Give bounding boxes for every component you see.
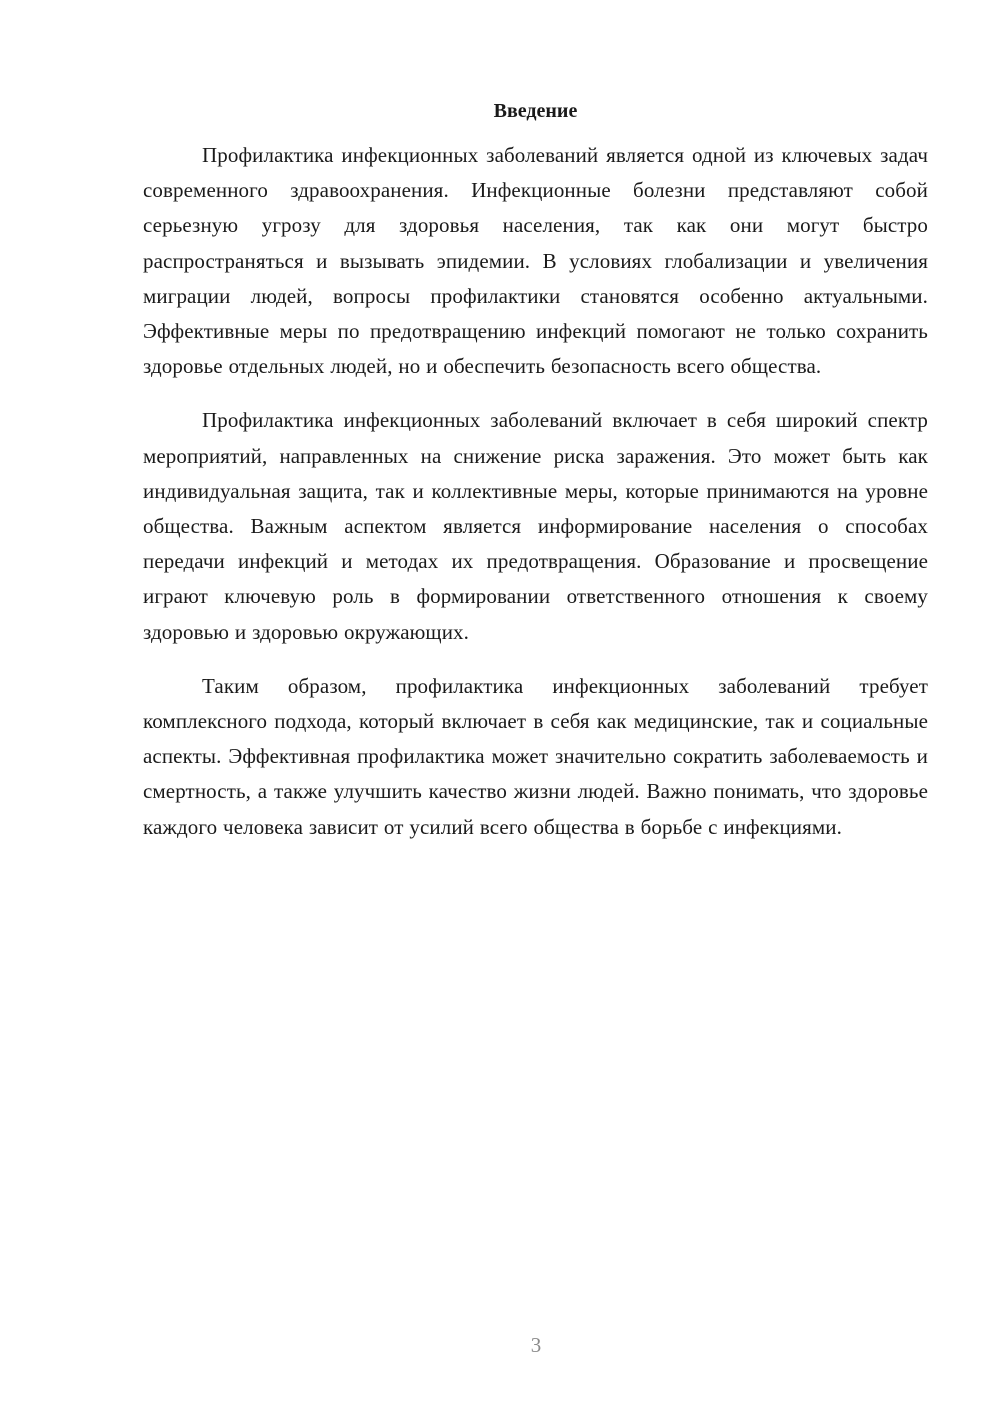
paragraph-3: Таким образом, профилактика инфекционных заболеваний требует комплексного подхода, который включает в себя как медицинские, так и социальные аспекты. Эффективная профилактика может значительно сократить заболеваемость и смертность, а также улучшить качество жизни людей. Важно понимать, что здоровье каждого человека зависит от усилий всего общества в борьбе с инфекциями.: [143, 673, 928, 839]
paragraph-1: Профилактика инфекционных заболеваний является одной из ключевых задач современного здравоохранения. Инфекционные болезни представляют собой серьезную угрозу для здоровья населения, так как они могут быстро распространяться и вызывать эпидемии. В условиях глобализации и увеличения миграции людей, вопросы профилактики становятся особенно актуальными. Эффективные меры по предотвращению инфекций помогают не только сохранить здоровье отдельных людей, но и обеспечить безопасность всего общества.: [143, 143, 928, 379]
page-number: 3: [530, 1333, 542, 1357]
document-body: [143, 96, 928, 845]
paragraph-2: Профилактика инфекционных заболеваний включает в себя широкий спектр мероприятий, направленных на снижение риска заражения. Это может быть как индивидуальная защита, так и коллективные меры, которые принимаются на уровне общества. Важным аспектом является информирование населения о способах передачи инфекций и методах их предотвращения. Образование и просвещение играют ключевую роль в формировании ответственного отношения к своему здоровью и здоровью окружающих.: [143, 408, 928, 644]
section-heading: Введение: [493, 100, 578, 122]
